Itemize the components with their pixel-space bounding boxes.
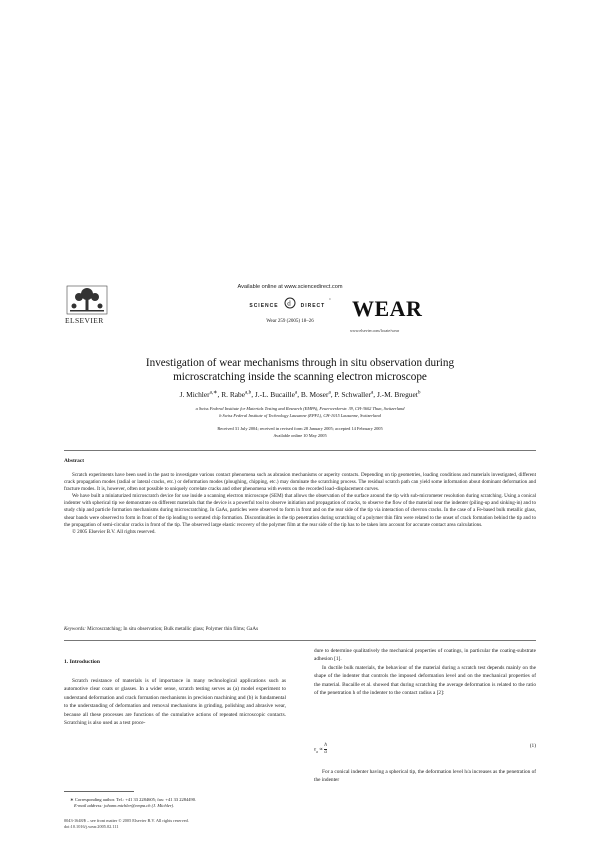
abstract-heading: Abstract <box>64 458 85 464</box>
sciencedirect-logo: SCIENCE d DIRECT • <box>249 296 331 309</box>
email-address[interactable]: E-mail address: johann.michler@empa.ch (J. Michler). <box>74 803 175 808</box>
right-column-continued <box>314 768 536 785</box>
title-line-2: microscratching inside the scanning electron microscope <box>173 371 427 383</box>
elsevier-logo <box>64 284 110 324</box>
intro-right-paragraph-2: In ductile bulk materials, the behaviour of the material during a scratch test depends mainly on the shape of the indenter that controls the imposed deformation level and on the mechanical properties of the material. Bucaille et al. showed that during scratching the average deformation is related to the ratio of the penetration h of the indenter to the contact radius a [2]: <box>314 664 536 697</box>
footnote-rule <box>64 791 134 792</box>
available-date: Available online 10 May 2005 <box>273 433 327 438</box>
abstract-paragraph-1: Scratch experiments have been used in the past to investigate various contact phenomena such as abrasion mechanisms or asperity contacts. Depending on tip geometries, loading conditions and materials investigated, different crack propagation modes (radial or lateral cracks, etc.) or deformation modes (ploughing, chipping, etc.) may dominate the scratching process. The residual scratch path can yield some information about dominant deformation and fracture modes. It is, however, often not possible to uniquely correlate cracks and other phenomena with events on the recorded load–displacement curves. <box>64 472 536 493</box>
equation-number: (1) <box>529 743 536 749</box>
affiliation-b: b Swiss Federal Institute of Technology Lausanne (EPFL), CH-1015 Lausanne, Switzerland <box>219 413 381 418</box>
intro-left-paragraph: Scratch resistance of materials is of importance in many technological applications such as automotive clear coats or glasses. In a wider sense, scratch testing serves as (a) model experiment to understand deformation and crack formation mechanisms in precision machining and (b) is fundamental to the understanding of deformation and removal mechanisms in grinding, polishing and abrasive wear, because all these processes are functions of the cumulative actions of repeated microscopic contacts. Scratching is also used as a test proce- <box>64 678 286 727</box>
section-heading: 1. Introduction <box>64 659 100 665</box>
sciencedirect-d-icon <box>283 297 297 309</box>
left-column <box>64 677 286 727</box>
equation-1: $\varepsilon_a$ ∝ $\frac{h}{a}$ (1) <box>314 743 536 755</box>
available-online-text: Available online at www.sciencedirect.com <box>237 284 343 290</box>
keywords-label: Keywords: <box>64 626 86 632</box>
intro-right-paragraph-1: dure to determine qualitatively the mechanical properties of coatings, in particular the coating-substrate adhesion [1]. <box>314 648 536 663</box>
abstract-body <box>64 472 536 536</box>
title-line-1: Investigation of wear mechanisms through in situ observation during <box>145 357 455 369</box>
top-rule <box>64 450 536 451</box>
elsevier-wordmark: ELSEVIER <box>65 316 104 325</box>
issn-block <box>64 818 189 830</box>
doi-line[interactable]: doi:10.1016/j.wear.2005.02.111 <box>64 824 119 829</box>
affiliation-a: a Swiss Federal Institute for Materials Testing and Research (EMPA), Feuerwerkerstr. 39, CH-3602 Thun, Switzerland <box>195 406 405 411</box>
corresponding-author: ∗ Corresponding author. Tel.: +41 33 2284605; fax: +41 33 2284490. <box>70 797 197 802</box>
author-list: J. Michler$^{a,∗}$, R. Rabe$^{a,b}$, J.-L. Bucaille$^a$, B. Moser$^a$, P. Schwaller$^a$, J.-M. Breguet$^b$ <box>179 389 421 399</box>
journal-title: WEAR <box>352 296 423 321</box>
issn-line: 0043-1648/$ – see front matter © 2005 Elsevier B.V. All rights reserved. <box>64 818 189 823</box>
svg-text:d: d <box>286 299 291 308</box>
journal-url[interactable]: www.elsevier.com/locate/wear <box>350 328 400 333</box>
right-column <box>314 647 536 697</box>
abstract-paragraph-2: We have built a miniaturized microscratch device for use inside a scanning electron microscope (SEM) that allows the observation of the surface around the tip with sub-micrometer resolution during scratching. Using a conical indenter with spherical tip we demonstrate on different materials that the device is a powerful tool to observe initiation and propagation of cracks, to observe the flow of the material near the indenter (piling-up and sinking-in) and to study chip and particle formation mechanisms during microscratching. In GaAs, particles were observed to form in front and on the rear side of the tip via interaction of chevron cracks. In the case of a Fe-based bulk metallic glass, shear bands were observed to form in front of the tip leading to serrated chip formation. Discontinuities in the tip penetration during scratching of a polymer thin film were related to the onset of crack formation behind the tip and to the propagation of semi-circular cracks in front of the tip. The observed large elastic recovery of the polymer film at the rear side of the tip has to be taken into account for accurate contact area calculations. <box>64 493 536 528</box>
footnotes <box>64 797 286 809</box>
abstract-bottom-rule <box>64 640 536 641</box>
journal-citation: Wear 259 (2005) 18–26 <box>266 319 314 324</box>
elsevier-tree-icon <box>64 284 110 316</box>
abstract-copyright: © 2005 Elsevier B.V. All rights reserved. <box>72 528 156 535</box>
intro-right-paragraph-3: For a conical indenter having a spherical tip, the deformation level h/a increases as the penetration of the indenter <box>314 769 537 784</box>
keywords <box>64 626 258 632</box>
received-dates: Received 31 July 2004; received in revised form 28 January 2005; accepted 14 February 2005 <box>217 426 383 431</box>
keywords-list: Microscratching; In situ observation; Bulk metallic glass; Polymer thin films; GaAs <box>85 626 259 632</box>
article-title <box>80 356 520 384</box>
